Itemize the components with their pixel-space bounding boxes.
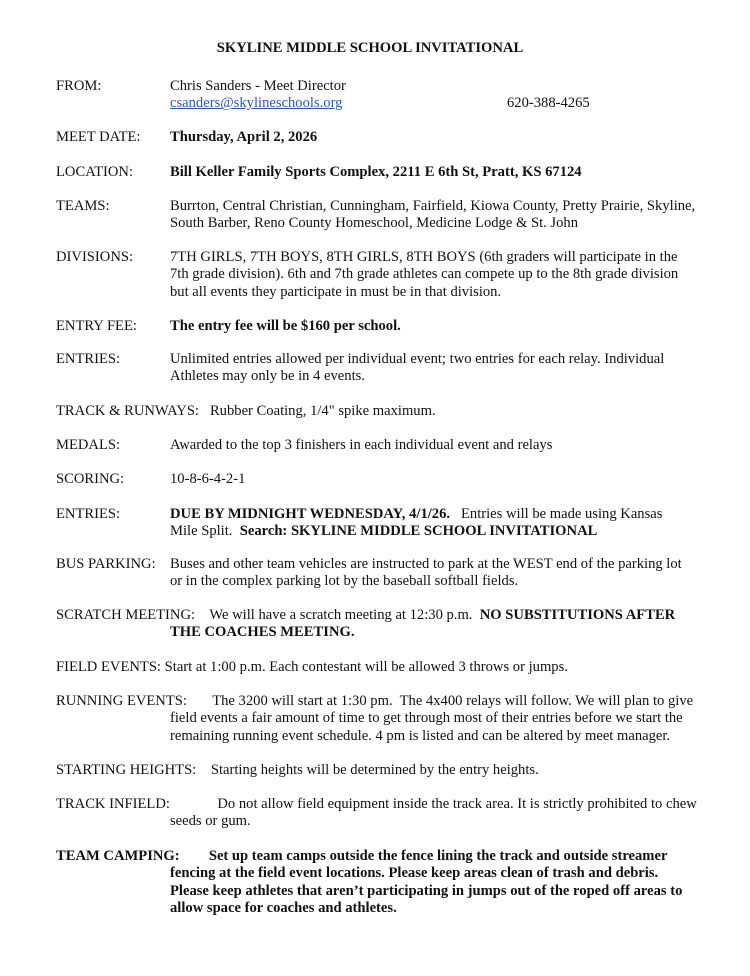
bus-parking-line-2: or in the complex parking lot by the baseball softball fields. [170, 573, 519, 590]
scratch-meeting-label: SCRATCH MEETING: [56, 607, 196, 623]
bus-parking-value [170, 556, 710, 591]
field-events-value: Start at 1:00 p.m. Each contestant will be allowed 3 throws or jumps. [164, 659, 568, 675]
running-events-line-2: field events a fair amount of time to get through most of their entries before we start the [170, 710, 683, 727]
teams-label: TEAMS: [56, 198, 110, 214]
meet-date-label: MEET DATE: [56, 129, 141, 145]
entries-label: ENTRIES: [56, 351, 121, 367]
entries-due-label: ENTRIES: [56, 506, 121, 522]
from-value [170, 78, 710, 113]
track-runways-label: TRACK & RUNWAYS: [56, 403, 199, 419]
entry-fee-label: ENTRY FEE: [56, 318, 137, 334]
divisions-line-2: 7th grade division). 6th and 7th grade athletes can compete up to the 8th grade division [170, 266, 679, 283]
email-link[interactable]: csanders@skylineschools.org [170, 95, 343, 112]
track-infield-label: TRACK INFIELD: [56, 796, 170, 812]
track-infield-line-2: seeds or gum. [170, 813, 251, 830]
entries-due-value [170, 506, 710, 541]
scratch-meeting-text: We will have a scratch meeting at 12:30 p.m. [209, 607, 480, 623]
bus-parking-line-1: Buses and other team vehicles are instructed to park at the WEST end of the parking lot [170, 556, 682, 572]
divisions-value [170, 249, 710, 301]
team-camping-line-4: allow space for coaches and athletes. [170, 900, 397, 917]
team-camping-line-3: Please keep athletes that aren’t participating in jumps out of the roped off areas to [170, 882, 683, 899]
scoring-label: SCORING: [56, 471, 125, 487]
divisions-line-3: but all events they participate in must be in that division. [170, 283, 502, 300]
field-events-label: FIELD EVENTS: [56, 659, 161, 675]
track-runways-section [56, 403, 712, 420]
scratch-meeting-warning-1: NO SUBSTITUTIONS AFTER [479, 607, 676, 623]
entries-due-text-2: Mile Split. [170, 523, 240, 540]
teams-value [170, 198, 730, 233]
divisions-label: DIVISIONS: [56, 249, 134, 265]
track-infield-line-1: Do not allow field equipment inside the track area. It is strictly prohibited to chew [217, 796, 697, 812]
location-value: Bill Keller Family Sports Complex, 2211 E 6th St, Pratt, KS 67124 [170, 164, 582, 180]
starting-heights-section [56, 762, 712, 779]
scoring-value: 10-8-6-4-2-1 [170, 471, 246, 487]
director-name: Chris Sanders - Meet Director [170, 78, 346, 94]
medals-value: Awarded to the top 3 finishers in each individual event and relays [170, 437, 553, 453]
entry-fee-value: The entry fee will be $160 per school. [170, 318, 401, 334]
medals-label: MEDALS: [56, 437, 121, 453]
page-title: SKYLINE MIDDLE SCHOOL INVITATIONAL [216, 40, 524, 56]
field-events-section [56, 659, 712, 676]
meet-date-value: Thursday, April 2, 2026 [170, 129, 318, 145]
scratch-meeting-warning-2: THE COACHES MEETING. [170, 624, 355, 641]
running-events-label: RUNNING EVENTS: [56, 693, 187, 709]
entries-line-1: Unlimited entries allowed per individual event; two entries for each relay. Individual [170, 351, 665, 367]
divisions-line-1: 7TH GIRLS, 7TH BOYS, 8TH GIRLS, 8TH BOYS (6th graders will participate in the [170, 249, 678, 265]
entries-deadline: DUE BY MIDNIGHT WEDNESDAY, 4/1/26. [170, 506, 451, 522]
track-runways-value: Rubber Coating, 1/4" spike maximum. [209, 403, 436, 419]
entries-search-term: Search: SKYLINE MIDDLE SCHOOL INVITATIONAL [239, 523, 598, 540]
entries-value [170, 351, 710, 386]
team-camping-line-2: fencing at the field event locations. Please keep areas clean of trash and debris. [170, 865, 659, 882]
teams-line-1: Burrton, Central Christian, Cunningham, Fairfield, Kiowa County, Pretty Prairie, Skyline, [170, 198, 696, 214]
starting-heights-value: Starting heights will be determined by the entry heights. [210, 762, 539, 778]
starting-heights-label: STARTING HEIGHTS: [56, 762, 197, 778]
from-label: FROM: [56, 78, 102, 94]
from-section [56, 78, 712, 114]
team-camping-label: TEAM CAMPING: [56, 848, 180, 864]
location-label: LOCATION: [56, 164, 134, 180]
bus-parking-label: BUS PARKING: [56, 556, 156, 572]
team-camping-line-1: Set up team camps outside the fence lining the track and outside streamer [208, 848, 668, 864]
phone-number: 620-388-4265 [507, 95, 590, 111]
running-events-line-1: The 3200 will start at 1:30 pm. The 4x400 relays will follow. We will plan to give [212, 693, 694, 709]
entries-line-2: Athletes may only be in 4 events. [170, 368, 365, 385]
teams-line-2: South Barber, Reno County Homeschool, Medicine Lodge & St. John [170, 215, 578, 232]
running-events-line-3: remaining running event schedule. 4 pm is listed and can be altered by meet manager. [170, 727, 671, 744]
entries-due-text-1: Entries will be made using Kansas [450, 506, 663, 522]
